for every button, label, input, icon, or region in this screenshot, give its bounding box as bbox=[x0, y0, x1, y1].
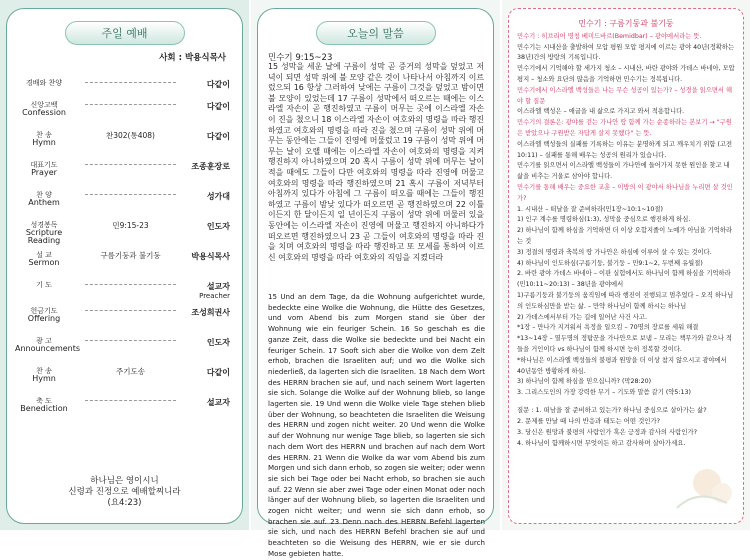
worship-item bbox=[15, 243, 230, 273]
footer-line-3: (요4:23) bbox=[107, 498, 142, 508]
worship-item-leader bbox=[199, 281, 230, 300]
worship-item-leader-en: Preacher bbox=[199, 292, 230, 300]
footer-line-1: 하나님은 영이시니 bbox=[90, 476, 159, 486]
sermon-note-line: 2) 하나님이 함께 하심을 기억하면 더 이상 오합지졸이 노예가 아님을 기억하라는 것 bbox=[517, 227, 733, 245]
worship-item-name bbox=[15, 161, 73, 177]
worship-item bbox=[15, 329, 230, 359]
sermon-note-line: 민수기 : 히브리어 명칭 베미드바르(Bemidbar) – 광야에서라는 뜻. bbox=[517, 32, 702, 40]
sermon-notes-panel bbox=[502, 0, 750, 530]
dotted-leader bbox=[85, 340, 176, 341]
worship-item-leader bbox=[207, 221, 230, 232]
worship-item-name bbox=[15, 337, 81, 353]
flower-decoration-icon bbox=[667, 453, 737, 513]
worship-item-leader-name: 인도자 bbox=[206, 222, 230, 231]
worship-item-leader bbox=[207, 101, 230, 112]
worship-item-leader bbox=[207, 337, 230, 348]
sermon-notes-frame bbox=[508, 8, 744, 524]
worship-item-leader-name: 박용식목사 bbox=[191, 252, 230, 261]
worship-item-name-ko: 찬 송 bbox=[36, 367, 52, 375]
sermon-note-line: 이스라엘 백성은 – 애굽을 내 삶으로 가지고 와서 적용합니다. bbox=[517, 108, 685, 116]
worship-item-leader bbox=[207, 191, 230, 202]
sermon-note-line: 3) 정결의 명령과 축복의 땅 가나안은 하심에 이루어 살 수 있는 것이다. bbox=[517, 248, 712, 256]
worship-item-name-ko: 찬 양 bbox=[36, 191, 52, 199]
worship-item-leader-name: 다같이 bbox=[206, 80, 230, 89]
worship-item-name-en: Prayer bbox=[31, 168, 57, 177]
worship-item-name-ko: 신앙고백 bbox=[30, 101, 58, 109]
worship-item-leader-name: 성가대 bbox=[206, 192, 230, 201]
sermon-note-line: *1장 – 만나가 지겨워서 욕정을 일으킴 – 70명의 장로를 세워 해결 bbox=[517, 324, 699, 332]
worship-item bbox=[15, 123, 230, 153]
worship-item-leader bbox=[207, 397, 230, 408]
worship-item-leader bbox=[207, 131, 230, 142]
worship-item-name bbox=[15, 367, 73, 383]
worship-item bbox=[15, 153, 230, 183]
worship-item-name-ko: 헌금기도 bbox=[30, 307, 58, 315]
worship-item-name-en: Sermon bbox=[28, 258, 60, 267]
worship-item-name-en: Scripture Reading bbox=[25, 228, 63, 245]
worship-item-name bbox=[15, 251, 73, 267]
worship-item-name bbox=[15, 221, 73, 245]
worship-item-name-ko: 광 고 bbox=[36, 337, 52, 345]
sermon-note-line: 3. 그리스도인의 가장 강력한 무기 – 기도와 말씀 같기 (약5:13) bbox=[517, 389, 691, 397]
sermon-note-line: 민수기는 시내산을 출발하여 모압 평원 모압 평지에 이르는 광야 40년(정확하는 38년)간의 방랑의 기록입니다. bbox=[517, 43, 735, 62]
dotted-leader bbox=[85, 164, 176, 165]
sermon-note-line: *하나님은 이스라엘 백성들의 불평과 원망을 더 이상 참지 않으시고 광야에서 40년동안 방황하게 하심. bbox=[517, 356, 727, 375]
worship-item bbox=[15, 273, 230, 299]
sermon-note-line: 1. 시내산 – 떠날을 잘 준비하라(민1장~10:1~10절) bbox=[517, 205, 663, 213]
worship-item-name bbox=[15, 79, 73, 87]
worship-item bbox=[15, 183, 230, 213]
dotted-leader bbox=[85, 104, 176, 105]
worship-item-leader bbox=[207, 79, 230, 90]
sermon-question: 3. 당신은 원망과 불평의 사람인가 혹은 긍정과 감사의 사람인가? bbox=[517, 427, 698, 436]
worship-item-name-ko: 대표기도 bbox=[30, 161, 58, 169]
worship-item-name-en: Hymn bbox=[32, 138, 56, 147]
worship-item-name bbox=[15, 101, 73, 117]
worship-header: 주일 예배 bbox=[65, 21, 185, 45]
todays-word-frame bbox=[257, 8, 494, 558]
dotted-leader bbox=[85, 284, 176, 285]
sermon-notes-lines bbox=[517, 32, 735, 399]
worship-item-leader-name: 다같이 bbox=[206, 368, 230, 377]
worship-item bbox=[15, 93, 230, 123]
sermon-note-line: 1) 인구 계수를 명령하심(1:3), 성막을 중심으로 행진하게 하심. bbox=[517, 216, 691, 224]
sermon-question: 4. 하나님이 함께하시면 무엇이든 하고 감사하며 살아가세요. bbox=[517, 438, 686, 447]
dotted-leader bbox=[85, 82, 176, 83]
worship-item bbox=[15, 71, 230, 93]
scripture-korean: 15 성막을 세운 날에 구름이 성막 곧 증거의 성막을 덮었고 저녁이 되면 성막 위에 불 모양 같은 것이 나타나서 아침까지 이르렀으되 16 항상 그러하여 낮에는 구름이 그것을 덮었고 밤이면 불 모양이 있었는데 17 구름이 성막에서 떠오르는 때에는 이스라엘 자손이 곧 행진하였고 구름이 머무는 곳에 이스라엘 자손이 진을 쳤으니 18 이스라엘 자손이 여호와의 명령을 따라 행진하였고 여호와의 명령을 따라 진을 쳤으며 구름이 성막 위에 머무는 동안에는 그들이 진영에 머물렀고 19 구름이 성막 위에 머무는 날이 오랠 때에는 이스라엘 자손이 여호와의 명령을 지켜 행진하지 아니하였으며 20 혹시 구름이 성막 위에 머무는 날이 적을 때에도 그들이 다만 여호와의 명령을 따라 진영에 머물고 여호와의 명령을 따라 행진하였으며 21 혹시 구름이 저녁부터 아침까지 있다가 아침에 그 구름이 떠오를 때에는 그들이 행진하였고 구름이 밤낮 있다가 떠오르면 곧 행진하였으며 22 이틀이든지 한 달이든지 일 년이든지 구름이 성막 위에 머물러 있을 동안에는 이스라엘 자손이 진영에 머물고 행진하지 아니하다가 떠오르면 행진하였으니 23 곧 그들이 여호와의 명령을 따라 진을 치며 여호와의 명령을 따라 행진하고 또 모세를 통하여 이르신 여호와의 명령을 따라 여호와의 직임을 지켰더라 bbox=[268, 62, 484, 262]
worship-item bbox=[15, 299, 230, 329]
worship-item-detail: 구름기둥과 불기둥 bbox=[85, 250, 176, 261]
sermon-note-line: 1)구름기둥과 불기둥의 움직임에 따라 행진이 진행되고 멈추었다 – 오직 하나님의 인도하심만을 받는 삶. – 만약 하나님이 함께 하시는 하나님 bbox=[517, 291, 734, 310]
dotted-leader bbox=[85, 400, 176, 401]
worship-item bbox=[15, 389, 230, 419]
sermon-note-line: *13~14장 – 열두명의 정탐꾼을 가나안으로 보냄 – 모리는 책무가와 같으나 적들을 거인이다 vs 하나님이 함께 하시면 능히 정복할 것이다. bbox=[517, 335, 732, 353]
worship-footer-verse bbox=[7, 476, 242, 509]
scripture-german: 15 Und an dem Tage, da die Wohnung aufgerichtet wurde, bedeckte eine Wolke die Wohnung, die Hütte des Gesetzes, und vom Abend bis zum Morgen stand sie über der Wohnung wie ein feuriger Schein. 16 So geschah es die ganze Zeit, dass die Wolke sie bedeckte und bei Nacht ein feuriger Schein. 17 Sooft sich aber die Wolke von dem Zelt erhob, brachen die Israeliten auf; und wo die Wolke sich niederließ, da lagerten sich die Israeliten. 18 Nach dem Wort des HERRN brachen sie auf, und nach seinem Wort lagerten sie sich. Solange die Wolke auf der Wohnung blieb, so lange lagerten sie. 19 Und wenn die Wolke viele Tage stehen blieb über der Wohnung, so beachteten die Israeliten die Weisung des HERRN und zogen nicht weiter. 20 Und wenn die Wolke auf der Wohnung nur wenige Tage blieb, so lagerten sie sich nach dem Wort des HERRN und brachen auf nach dem Wort des HERRN. 21 Wenn die Wolke da war vom Abend bis zum Morgen und sich dann erhob, so zogen sie weiter; oder wenn sie sich bei Tage oder bei Nacht erhob, so brachen sie auch auf. 22 Wenn sie aber zwei Tage oder einen Monat oder noch länger auf der Wohnung blieb, so lagerten die Israeliten und zogen nicht weiter; und wenn sie sich dann erhob, so brachen sie auf. 23 Denn nach des HERRN Befehl lagerten sie sich, und nach des HERRN Befehl brachen sie auf und beachteten so die Weisung des HERRN, wie er sie durch Mose gebieten hatte. bbox=[268, 292, 485, 558]
worship-item-name-ko: 설 교 bbox=[36, 251, 52, 259]
todays-word-header: 오늘의 말씀 bbox=[316, 21, 436, 45]
worship-items-list bbox=[15, 71, 230, 419]
sermon-note-line: 민수기의 결론은: 광야를 걷는 가나안 땅 함께 가는 순종하라는 본보기 → "구원은 받았으나 구원받은 자답게 살지 못했다" 는 뜻. bbox=[517, 119, 732, 137]
sermon-note-line: 3) 하나님이 함께 하심을 믿으십니까? (막28:20) bbox=[517, 378, 652, 386]
worship-item-name-ko: 성경봉독 bbox=[30, 221, 58, 229]
worship-item-leader-name: 다같이 bbox=[206, 102, 230, 111]
worship-item-name bbox=[15, 397, 73, 413]
sermon-question: 질문 : 1. 떠남을 잘 준비하고 있는가? 하나님 중심으로 살아가는 삶? bbox=[517, 405, 707, 414]
dotted-leader bbox=[85, 194, 176, 195]
worship-item-name-ko: 경배와 찬양 bbox=[25, 79, 63, 87]
sermon-note-line: 민수기를 통해 배우는 중요한 교훈 – 이방의 이 광야서 하나님을 누리면 살 것인가? bbox=[517, 183, 733, 202]
worship-item-name-en: Offering bbox=[27, 314, 61, 323]
worship-item-name-en: Announcements bbox=[15, 344, 81, 353]
presider-line: 사회 : 박용식목사 bbox=[159, 53, 226, 63]
dotted-leader bbox=[85, 310, 176, 311]
worship-item-leader-name: 설교자 bbox=[206, 282, 230, 291]
worship-item-name-en: Benediction bbox=[20, 404, 68, 413]
worship-item-name bbox=[15, 281, 73, 289]
sermon-note-line: 2) 가데스에서부터 가는 길에 일어난 사건 사고. bbox=[517, 313, 647, 321]
sermon-note-line: 민수기에서 기억해야 할 세가지 청소 – 시내산, 바란 광야와 가데스 바네아, 모압 평지 – 청소와 요단의 많음을 기억하면 민수기는 정복됩니다. bbox=[517, 65, 735, 83]
sermon-note-line: 민수기에서 이스라엘 백성들은 나는 무슨 성공이 있는가? – 성경을 읽으면서 해야 할 질문 bbox=[517, 86, 733, 105]
worship-item bbox=[15, 359, 230, 389]
footer-line-2: 신령과 진정으로 예배할찌니라 bbox=[68, 487, 181, 497]
worship-order-frame bbox=[6, 8, 243, 524]
worship-item-leader bbox=[191, 251, 230, 262]
worship-item-detail: 주기도송 bbox=[85, 366, 176, 377]
worship-item-name bbox=[15, 191, 73, 207]
sermon-notes-title: 민수기 : 구름기둥과 불기둥 bbox=[578, 19, 674, 28]
todays-word-panel bbox=[251, 0, 500, 558]
worship-item-detail: 찬302(통408) bbox=[85, 130, 176, 141]
worship-item-name-ko: 축 도 bbox=[36, 397, 52, 405]
worship-item-name-ko: 찬 송 bbox=[36, 131, 52, 139]
sermon-note-line: 이스라엘 백성들의 실패를 기록하는 이유는 분명하게 되고 깨우치기 위함 (고전10:11) – 실패를 통해 배우는 성공의 원리가 있습니다. bbox=[517, 140, 733, 159]
worship-item-detail: 민9:15-23 bbox=[85, 220, 176, 231]
worship-order-panel bbox=[0, 0, 249, 530]
sermon-note-line: 4) 하나님이 인도하심(구름기둥, 불기둥 – 민9:1~2, 두번째 유월절) bbox=[517, 259, 703, 267]
worship-item-name bbox=[15, 131, 73, 147]
worship-item-name-ko: 기 도 bbox=[36, 281, 52, 289]
sermon-note-line: 민수기를 읽으면서 이스라엘 백성들이 가나안에 들어가지 못한 원인을 찾고 내 삶을 비추는 거울로 삼아야 합니다. bbox=[517, 162, 730, 181]
worship-item bbox=[15, 213, 230, 243]
worship-item-leader-name: 인도자 bbox=[206, 338, 230, 347]
sermon-questions bbox=[517, 405, 735, 449]
sermon-notes-body bbox=[517, 19, 735, 449]
worship-item-name-en: Hymn bbox=[32, 374, 56, 383]
worship-item-leader-name: 조종훈장로 bbox=[191, 162, 230, 171]
sermon-note-line: 2. 바란 광야 가데스 바네아 – 이판 실험에서도 하나님이 함께 하심을 기억하라(민10:11~20:13) – 38년을 광야에서 bbox=[517, 270, 731, 289]
worship-item-leader bbox=[191, 307, 230, 318]
scripture-reference: 민수기 9:15~23 bbox=[268, 53, 333, 63]
sermon-question: 2. 문제를 만날 때 나의 반응과 태도는 어떤 것인가? bbox=[517, 416, 661, 425]
worship-item-name bbox=[15, 307, 73, 323]
worship-item-leader-name: 설교자 bbox=[206, 398, 230, 407]
worship-item-leader bbox=[191, 161, 230, 172]
worship-item-name-en: Confession bbox=[22, 108, 66, 117]
worship-item-leader-name: 다같이 bbox=[206, 132, 230, 141]
worship-item-leader bbox=[207, 367, 230, 378]
worship-item-name-en: Anthem bbox=[28, 198, 60, 207]
worship-item-leader-name: 조성희권사 bbox=[191, 308, 230, 317]
